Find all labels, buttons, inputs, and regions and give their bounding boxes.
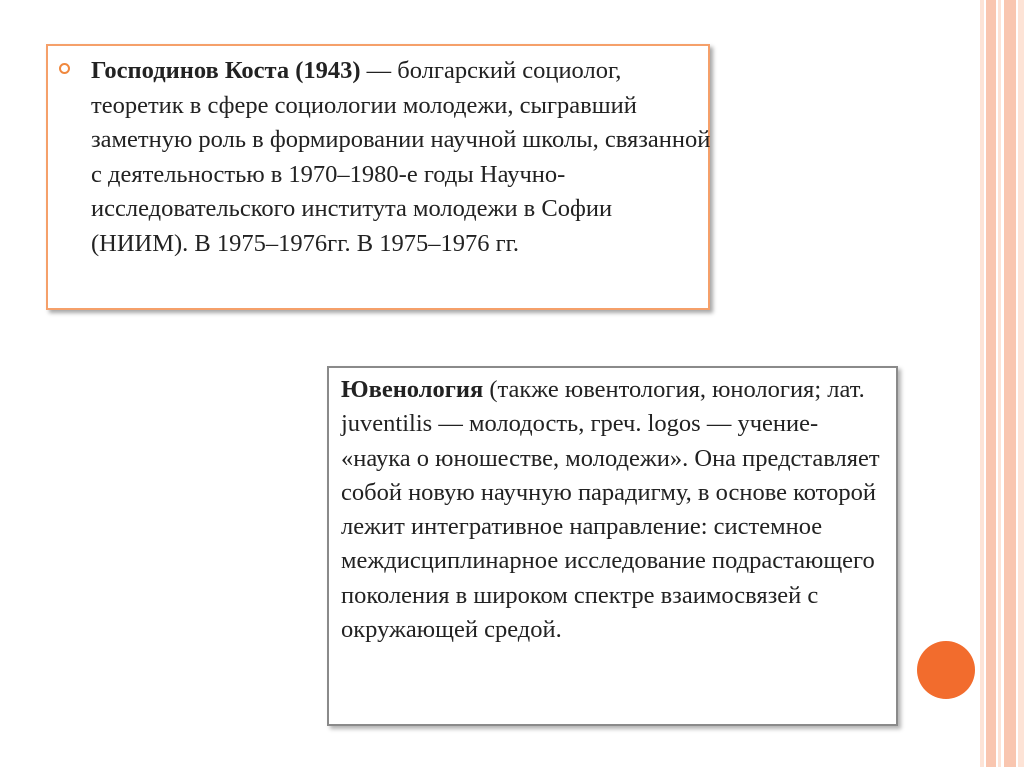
- biography-text: — болгарский социолог, теоретик в сфере социологии молодежи, сыгравший заметную роль в формировании научной школы, связанной с деятельностью в 1970–1980-е годы Научно-исследовательского института молодежи в Софии (НИИМ). В 1975–1976гг. В 1975–1976 гг.: [91, 57, 711, 257]
- definition-term-bold: Ювенология: [341, 376, 484, 403]
- definition-text-box: [327, 366, 898, 726]
- stripe: [1018, 0, 1024, 767]
- definition-text: (также ювентология, юнология; лат. juventilis — молодость, греч. logos — учение- «наука о юношестве, молодежи». Она представляет собой новую научную парадигму, в основе которой лежит интегративное направление: системное междисциплинарное исследование подрастающего поколения в широком спектре взаимосвязей с окружающей средой.: [341, 376, 880, 644]
- stripe: [986, 0, 996, 767]
- biography-text-box: [46, 44, 710, 310]
- decorative-stripes: [980, 0, 1024, 767]
- stripe: [980, 0, 984, 767]
- biography-paragraph: [91, 54, 711, 261]
- stripe: [1004, 0, 1016, 767]
- stripe: [998, 0, 1001, 767]
- decorative-circle: [917, 641, 975, 699]
- biography-name-bold: Господинов Коста (1943): [91, 57, 361, 84]
- definition-paragraph: [341, 373, 893, 647]
- bullet-circle-icon: [59, 63, 70, 74]
